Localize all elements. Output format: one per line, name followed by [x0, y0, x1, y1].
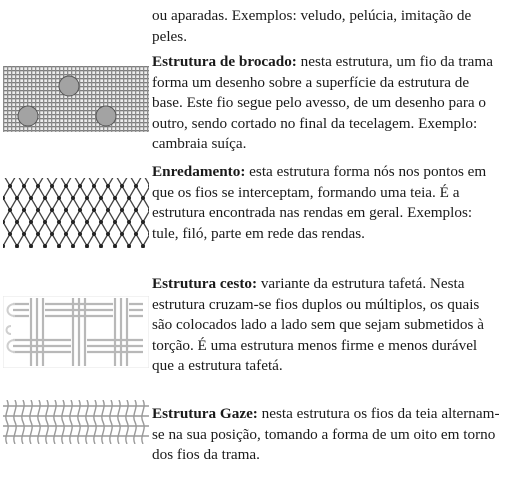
basket-paragraph	[152, 274, 502, 377]
net-paragraph	[152, 162, 502, 244]
gauze-weave-illustration	[3, 400, 149, 444]
basket-weave-illustration	[3, 296, 149, 368]
basket-term: Estrutura cesto:	[152, 275, 258, 292]
gauze-paragraph	[152, 404, 502, 466]
gauze-term: Estrutura Gaze:	[152, 405, 258, 422]
brocade-term: Estrutura de brocado:	[152, 53, 297, 70]
net-lace-illustration	[3, 178, 149, 248]
brocade-text: nesta estrutura, um fio da trama forma um desenho sobre a superfície da estrutura de base. Este fio segue pelo avesso, de um desenho para o outro, sendo cortado no final da tecelagem. Exemplo: cambraia suíça.	[152, 53, 493, 153]
basket-text: variante da estrutura tafetá. Nesta estrutura cruzam-se fios duplos ou múltiplos, os quais são colocados lado a lado sem que sejam submetidos à torção. É uma estrutura menos firme e menos durável que a estrutura tafetá.	[152, 275, 484, 375]
continuation-text: ou aparadas. Exemplos: veludo, pelúcia, imitação de peles.	[152, 7, 472, 45]
net-text: esta estrutura forma nós nos pontos em que os fios se interceptam, formando uma teia. É a estrutura encontrada nas rendas em geral. Exemplos: tule, filó, parte em rede das rendas.	[152, 163, 487, 242]
brocade-weave-illustration	[3, 66, 149, 132]
brocade-paragraph	[152, 52, 502, 155]
gauze-text: nesta estrutura os fios da teia alternam-se na sua posição, tomando a forma de um oito em torno dos fios da trama.	[152, 405, 500, 464]
net-term: Enredamento:	[152, 163, 246, 180]
continuation-paragraph	[152, 6, 502, 47]
